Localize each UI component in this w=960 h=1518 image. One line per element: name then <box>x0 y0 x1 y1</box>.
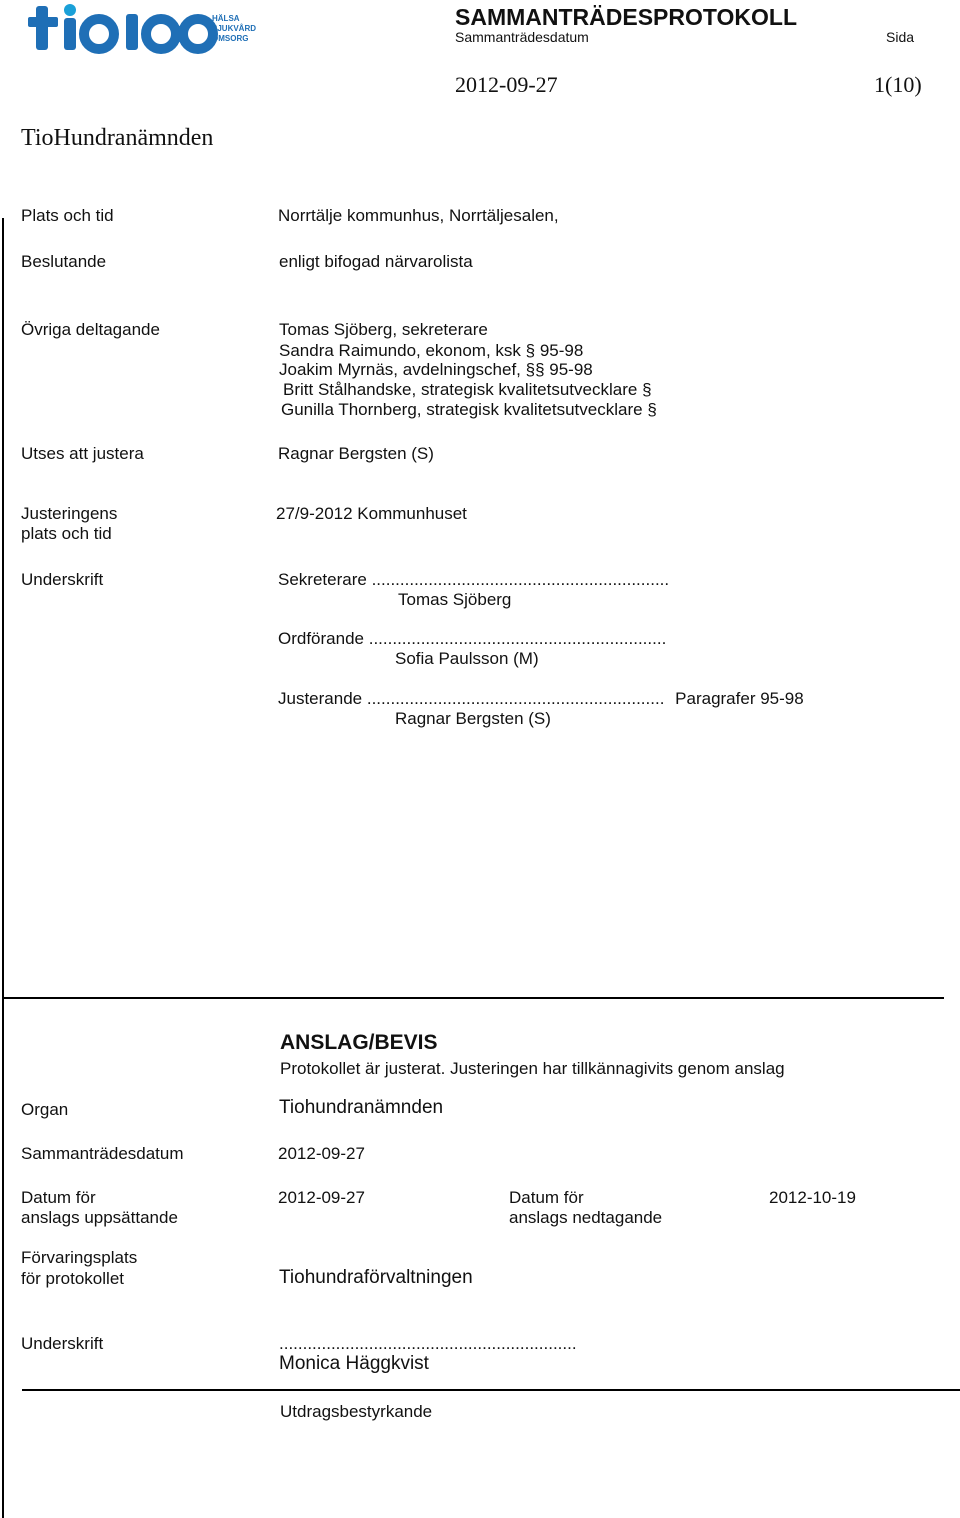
signature-name-adjuster: Ragnar Bergsten (S) <box>395 709 551 728</box>
attendee-text: Joakim Myrnäs, avdelningschef, <box>279 360 521 379</box>
signature-dots: ............................................................... <box>366 689 665 708</box>
removed-date-label-line2: anslags nedtagande <box>509 1208 663 1227</box>
signature-line-adjuster <box>278 689 804 709</box>
attendee-text: Tomas Sjöberg, sekreterare <box>279 320 488 339</box>
adjuster-label: Utses att justera <box>21 444 144 463</box>
signature-name-chair: Sofia Paulsson (M) <box>395 649 539 668</box>
page-number: 1(10) <box>874 72 922 97</box>
deciders-value: enligt bifogad närvarolista <box>279 252 473 271</box>
place-value: Norrtälje kommunhus, Norrtäljesalen, <box>278 206 559 225</box>
signature-name-secretary: Tomas Sjöberg <box>398 590 512 609</box>
place-label: Plats och tid <box>21 206 114 225</box>
attendee-paragraph: § <box>642 380 652 399</box>
removed-date-value: 2012-10-19 <box>769 1188 856 1207</box>
signature-dots: ............................................................... <box>371 570 670 589</box>
posted-date-label-line2: anslags uppsättande <box>21 1208 178 1227</box>
document-title: SAMMANTRÄDESPROTOKOLL <box>455 4 798 30</box>
adjuster-value: Ragnar Bergsten (S) <box>278 444 434 463</box>
adjustment-value: 27/9-2012 Kommunhuset <box>276 504 467 523</box>
section-divider <box>4 997 944 999</box>
margin-rule <box>2 218 4 1518</box>
posted-date-value: 2012-09-27 <box>278 1188 365 1207</box>
signature-line-secretary <box>278 570 669 590</box>
anslag-signature-dots: ............................................................... <box>279 1334 577 1353</box>
logo-tagline-line: SJUKVÅRD <box>212 24 257 33</box>
attendee-paragraph: §§ 95-98 <box>525 360 593 379</box>
signature-role: Ordförande <box>278 629 364 648</box>
attendee-paragraph: § <box>647 400 657 419</box>
anslag-meeting-date-value: 2012-09-27 <box>278 1144 365 1163</box>
signature-role: Justerande <box>278 689 363 708</box>
others-label: Övriga deltagande <box>21 320 160 339</box>
footer-divider <box>22 1389 960 1391</box>
paragraph-range: Paragrafer 95-98 <box>675 689 804 708</box>
attendee-text: Gunilla Thornberg, strategisk kvalitetsutvecklare <box>281 400 643 419</box>
anslag-signature-label: Underskrift <box>21 1334 104 1353</box>
certified-label: Utdragsbestyrkande <box>280 1402 433 1421</box>
page-label: Sida <box>886 29 915 45</box>
committee-name: TioHundranämnden <box>21 125 214 151</box>
anslag-signature-name: Monica Häggkvist <box>279 1353 429 1374</box>
adjustment-label-line2: plats och tid <box>21 524 112 543</box>
attendee-line <box>281 400 657 420</box>
signature-line-chair <box>278 629 666 649</box>
logo-tagline-line: OMSORG <box>212 34 249 43</box>
signature-role: Sekreterare <box>278 570 367 589</box>
attendee-text: Britt Stålhandske, strategisk kvalitetsutvecklare <box>283 380 638 399</box>
anslag-meeting-date-label: Sammanträdesdatum <box>21 1144 184 1163</box>
storage-label: Förvaringsplats <box>21 1248 138 1267</box>
storage-label-line2: för protokollet <box>21 1269 124 1288</box>
anslag-subtitle: Protokollet är justerat. Justeringen har tillkännagivits genom anslag <box>280 1059 785 1078</box>
organ-value: Tiohundranämnden <box>279 1097 444 1118</box>
logo-tagline <box>212 14 256 44</box>
attendee-text: Sandra Raimundo, ekonom, ksk <box>279 341 521 360</box>
attendee-line <box>283 380 652 400</box>
deciders-label: Beslutande <box>21 252 107 271</box>
meeting-date-label: Sammanträdesdatum <box>455 29 589 45</box>
attendee-line <box>279 360 593 380</box>
removed-date-label: Datum för <box>509 1188 584 1207</box>
tio100-logo <box>28 4 268 54</box>
organ-label: Organ <box>21 1100 69 1119</box>
signature-dots: ............................................................... <box>368 629 667 648</box>
attendee-line <box>279 320 488 340</box>
storage-value: Tiohundraförvaltningen <box>279 1267 473 1288</box>
attendee-paragraph: § 95-98 <box>525 341 584 360</box>
meeting-date: 2012-09-27 <box>455 72 558 97</box>
adjustment-label: Justeringens <box>21 504 118 523</box>
logo-tagline-line: HÄLSA <box>212 14 240 23</box>
signature-label: Underskrift <box>21 570 104 589</box>
attendee-line <box>279 341 583 361</box>
posted-date-label: Datum för <box>21 1188 96 1207</box>
anslag-title: ANSLAG/BEVIS <box>280 1031 438 1054</box>
